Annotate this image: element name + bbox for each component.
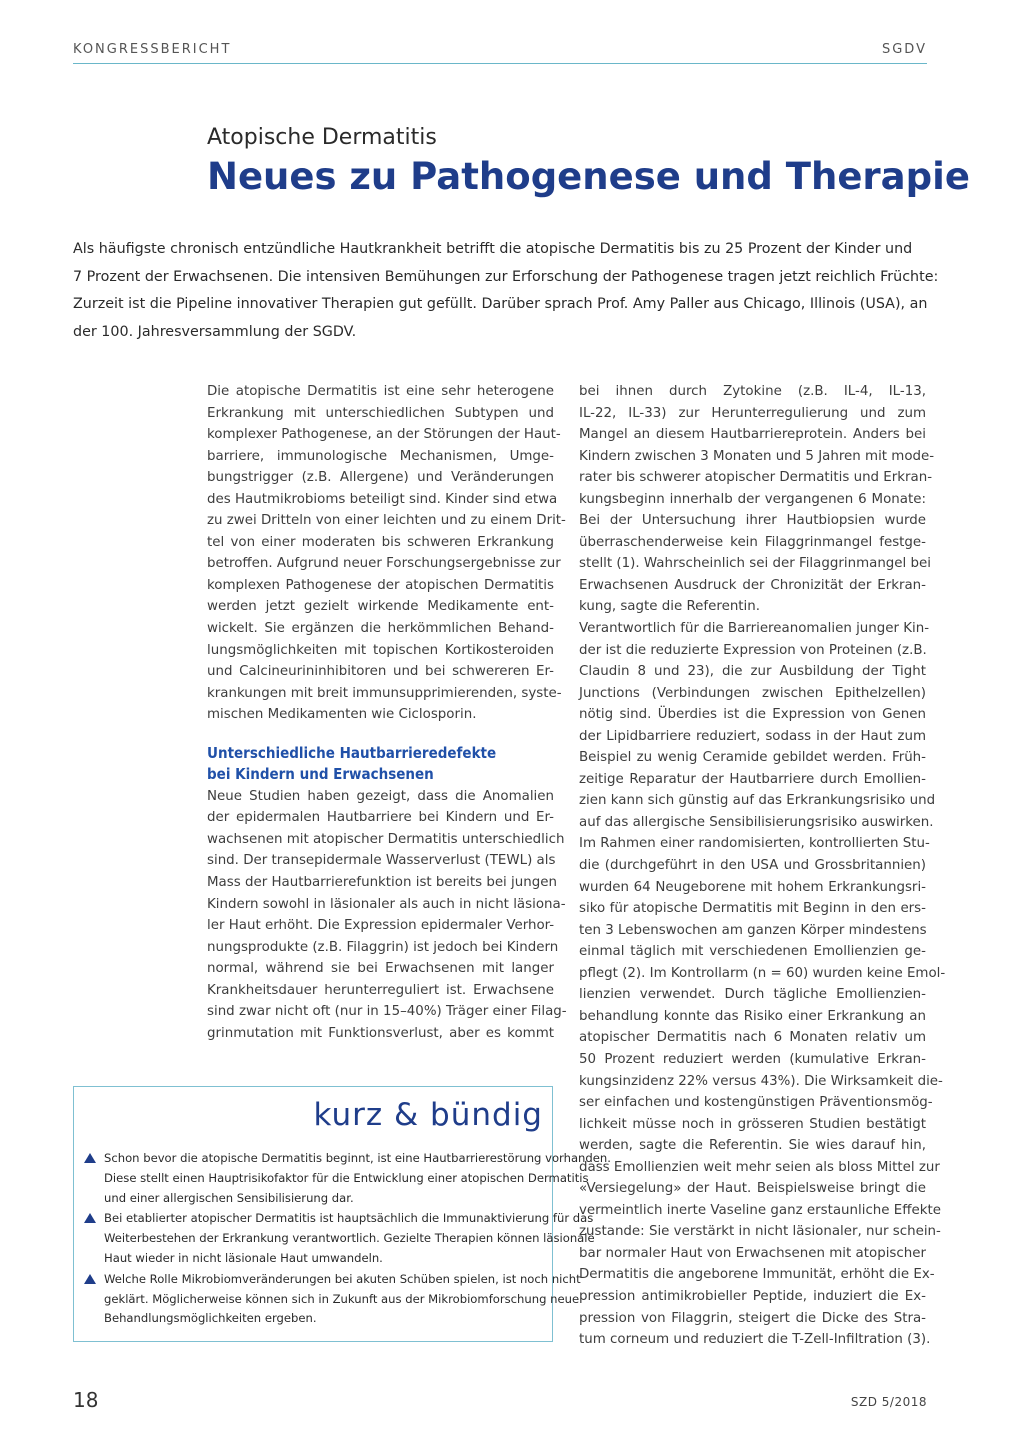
running-header-section: KONGRESSBERICHT xyxy=(73,42,232,57)
summary-bullet-line: und einer allergischen Sensibilisierung dar. xyxy=(104,1190,354,1205)
summary-bullet-line: geklärt. Möglicherweise können sich in Zukunft aus der Mikrobiomforschung neue xyxy=(104,1291,580,1306)
text-line: stellt (1). Wahrscheinlich sei der Filaggrinmangel bei xyxy=(579,556,931,572)
text-line: werden jetzt gezielt wirkende Medikamente ent- xyxy=(207,599,554,615)
text-line: 50 Prozent reduziert werden (kumulative Erkran- xyxy=(579,1051,926,1067)
text-line: krankungen mit breit immunsupprimierenden, syste- xyxy=(207,685,562,701)
text-line: bungstrigger (z.B. Allergene) und Veränderungen xyxy=(207,470,554,486)
summary-box xyxy=(73,1086,611,1342)
text-line: vermeintlich inerte Vaseline ganz erstaunliche Effekte xyxy=(579,1202,941,1218)
text-line: wurden 64 Neugeborene mit hohem Erkrankungsri- xyxy=(579,879,926,895)
article-lead xyxy=(73,236,939,346)
text-line: ler Haut erhöht. Die Expression epidermaler Verhor- xyxy=(207,918,555,934)
summary-bullet-line: Schon bevor die atopische Dermatitis beginnt, ist eine Hautbarrierestörung vorhanden. xyxy=(104,1151,611,1165)
text-line: rater bis schwerer atopischer Dermatitis und Erkran- xyxy=(579,470,933,486)
summary-bullet-line: Bei etablierter atopischer Dermatitis ist hauptsächlich die Immunaktivierung für das xyxy=(104,1211,594,1226)
issue-label: SZD 5/2018 xyxy=(850,1395,927,1409)
text-line: dass Emollienzien weit mehr seien als bloss Mittel zur xyxy=(579,1159,940,1175)
text-line: Erwachsenen Ausdruck der Chronizität der Erkran- xyxy=(579,577,926,593)
summary-bullet-line: Diese stellt einen Hauptrisikofaktor für die Entwicklung einer atopischen Dermatitis xyxy=(104,1170,589,1185)
summary-bullet xyxy=(84,1209,595,1268)
text-line: kungsbeginn innerhalb der vergangenen 6 Monate: xyxy=(579,491,926,507)
text-column-right xyxy=(579,381,946,1351)
text-line: Bei der Untersuchung ihrer Hautbiopsien wurde xyxy=(579,513,926,529)
text-line: auf das allergische Sensibilisierungsrisiko auswirken. xyxy=(579,814,934,830)
text-line: sind zwar nicht oft (nur in 15–40%) Träger einer Filag- xyxy=(207,1004,567,1020)
text-line: wachsenen mit atopischer Dermatitis unterschiedlich xyxy=(207,831,565,847)
text-line: Junctions (Verbindungen zwischen Epithelzellen) xyxy=(579,685,926,701)
text-line: atopischer Dermatitis nach 6 Monaten relativ um xyxy=(579,1030,926,1046)
text-line: siko für atopische Dermatitis mit Beginn in den ers- xyxy=(579,901,926,917)
text-line: komplexen Pathogenese der atopischen Dermatitis xyxy=(207,577,554,593)
summary-bullet-list xyxy=(84,1149,611,1330)
header-rule xyxy=(73,63,927,64)
text-line: bei ihnen durch Zytokine (z.B. IL-4, IL-13, xyxy=(579,384,926,399)
text-line: werden, sagte die Referentin. Sie wies darauf hin, xyxy=(579,1138,926,1154)
text-line: zien kann sich günstig auf das Erkrankungsrisiko und xyxy=(579,793,936,809)
text-line: Verantwortlich für die Barriereanomalien junger Kin- xyxy=(579,621,930,637)
article-kicker: Atopische Dermatitis xyxy=(207,125,437,150)
text-line: einmal täglich mit verschiedenen Emollienzien ge- xyxy=(579,944,926,960)
text-line: Kindern zwischen 3 Monaten und 5 Jahren mit mode- xyxy=(579,448,935,464)
text-line: IL-22, IL-33) zur Herunterregulierung und zum xyxy=(579,405,926,421)
summary-bullet-line: Welche Rolle Mikrobiomveränderungen bei akuten Schüben spielen, ist noch nicht xyxy=(104,1271,581,1286)
text-line: Beispiel zu wenig Ceramide gebildet werden. Früh- xyxy=(579,750,926,766)
text-line: pression antimikrobieller Peptide, induziert die Ex- xyxy=(579,1288,926,1304)
text-line: zu zwei Dritteln von einer leichten und zu einem Drit- xyxy=(207,513,566,529)
text-line: Im Rahmen einer randomisierten, kontrollierten Stu- xyxy=(579,836,930,852)
triangle-bullet-icon xyxy=(84,1153,96,1163)
text-line: und Calcineurininhibitoren und bei schwereren Er- xyxy=(207,664,554,680)
text-line: kung, sagte die Referentin. xyxy=(579,599,761,615)
page-number: 18 xyxy=(73,1388,99,1412)
text-line: barriere, immunologische Mechanismen, Umge- xyxy=(207,448,554,464)
summary-box-title: kurz & bündig xyxy=(313,1097,543,1133)
summary-bullet-line: Behandlungsmöglichkeiten ergeben. xyxy=(104,1311,317,1326)
text-line: nungsprodukte (z.B. Filaggrin) ist jedoch bei Kindern xyxy=(207,939,559,955)
text-line: lichkeit müsse noch in grösseren Studien bestätigt xyxy=(579,1116,926,1132)
summary-bullet xyxy=(84,1270,581,1329)
section-subhead-line: bei Kindern und Erwachsenen xyxy=(207,765,434,784)
text-line: normal, während sie bei Erwachsenen mit langer xyxy=(207,961,554,977)
text-line: Claudin 8 und 23), die zur Ausbildung der Tight xyxy=(579,664,926,680)
text-line: «Versiegelung» der Haut. Beispielsweise bringt die xyxy=(579,1181,926,1197)
text-line: zustande: Sie verstärkt in nicht läsionaler, nur schein- xyxy=(579,1224,941,1240)
text-line: betroffen. Aufgrund neuer Forschungsergebnisse zur xyxy=(207,556,561,572)
text-line: nötig sind. Überdies ist die Expression von Genen xyxy=(579,707,926,723)
text-line: Erkrankung mit unterschiedlichen Subtypen und xyxy=(207,405,554,421)
text-line: der Lipidbarriere reduziert, sodass in der Haut zum xyxy=(579,728,926,744)
text-line: Dermatitis die angeborene Immunität, erhöht die Ex- xyxy=(579,1267,935,1283)
lead-line: Als häufigste chronisch entzündliche Hautkrankheit betrifft die atopische Dermatitis bis zu 25 Prozent der Kinder und xyxy=(73,241,913,257)
text-line: lungsmöglichkeiten mit topischen Kortikosteroiden xyxy=(207,642,554,658)
text-line: Mass der Hautbarrierefunktion ist bereits bei jungen xyxy=(207,875,557,891)
text-line: ser einfachen und kostengünstigen Präventionsmög- xyxy=(579,1095,933,1111)
paragraph-intro xyxy=(207,381,566,726)
text-line: ten 3 Lebenswochen am ganzen Körper mindestens xyxy=(579,922,927,938)
text-line: grinmutation mit Funktionsverlust, aber es kommt xyxy=(207,1025,554,1041)
text-line: pflegt (2). Im Kontrollarm (n = 60) wurden keine Emol- xyxy=(579,965,946,981)
text-line: pression von Filaggrin, steigert die Dicke des Stra- xyxy=(579,1310,926,1326)
text-line: überraschenderweise kein Filaggrinmangel festge- xyxy=(579,534,926,550)
text-line: behandlung konnte das Risiko einer Erkrankung an xyxy=(579,1008,926,1024)
text-line: der epidermalen Hautbarriere bei Kindern und Er- xyxy=(207,810,554,826)
triangle-bullet-icon xyxy=(84,1274,96,1284)
summary-bullet-line: Weiterbestehen der Erkrankung verantwortlich. Gezielte Therapien können läsionale xyxy=(104,1231,595,1246)
lead-line: der 100. Jahresversammlung der SGDV. xyxy=(73,323,357,340)
text-line: der ist die reduzierte Expression von Proteinen (z.B. xyxy=(579,642,927,658)
text-line: des Hautmikrobioms beteiligt sind. Kinder sind etwa xyxy=(207,491,558,507)
paragraph-group-right xyxy=(579,381,946,1351)
text-line: bar normaler Haut von Erwachsenen mit atopischer xyxy=(579,1245,926,1261)
text-line: tum corneum und reduziert die T-Zell-Infiltration (3). xyxy=(579,1332,931,1348)
text-line: Die atopische Dermatitis ist eine sehr heterogene xyxy=(207,384,554,399)
summary-bullet xyxy=(84,1149,611,1208)
text-line: Kindern sowohl in läsionaler als auch in nicht läsiona- xyxy=(207,896,566,912)
paragraph-barrier xyxy=(207,786,567,1045)
text-line: zeitige Reparatur der Hautbarriere durch Emollien- xyxy=(579,771,926,787)
text-line: sind. Der transepidermale Wasserverlust (TEWL) als xyxy=(207,853,556,869)
lead-line: 7 Prozent der Erwachsenen. Die intensiven Bemühungen zur Erforschung der Pathogenese tragen jetzt reichlich Früchte: xyxy=(73,268,939,285)
section-subhead-line: Unterschiedliche Hautbarrieredefekte xyxy=(207,743,497,762)
text-line: wickelt. Sie ergänzen die herkömmlichen Behand- xyxy=(207,621,554,637)
article-title: Neues zu Pathogenese und Therapie xyxy=(207,155,970,198)
text-line: kungsinzidenz 22% versus 43%). Die Wirksamkeit die- xyxy=(579,1073,943,1089)
text-line: Mangel an diesem Hautbarriereprotein. Anders bei xyxy=(579,427,926,443)
triangle-bullet-icon xyxy=(84,1213,96,1223)
text-line: Neue Studien haben gezeigt, dass die Anomalien xyxy=(207,788,554,804)
text-line: lienzien verwendet. Durch tägliche Emollienzien- xyxy=(579,987,926,1003)
text-line: Krankheitsdauer herunterreguliert ist. Erwachsene xyxy=(207,982,554,998)
running-header-publisher: SGDV xyxy=(881,42,927,57)
text-line: tel von einer moderaten bis schweren Erkrankung xyxy=(207,534,554,550)
text-column-left xyxy=(207,381,567,1044)
text-line: mischen Medikamenten wie Ciclosporin. xyxy=(207,707,477,723)
lead-line: Zurzeit ist die Pipeline innovativer Therapien gut gefüllt. Darüber sprach Prof. Amy Paller aus Chicago, Illinois (USA), an xyxy=(73,296,928,312)
text-line: komplexer Pathogenese, an der Störungen der Haut- xyxy=(207,427,561,443)
spacer xyxy=(207,726,554,743)
text-line: die (durchgeführt in den USA und Grossbritannien) xyxy=(579,858,926,874)
summary-bullet-line: Haut wieder in nicht läsionale Haut umwandeln. xyxy=(104,1250,383,1265)
